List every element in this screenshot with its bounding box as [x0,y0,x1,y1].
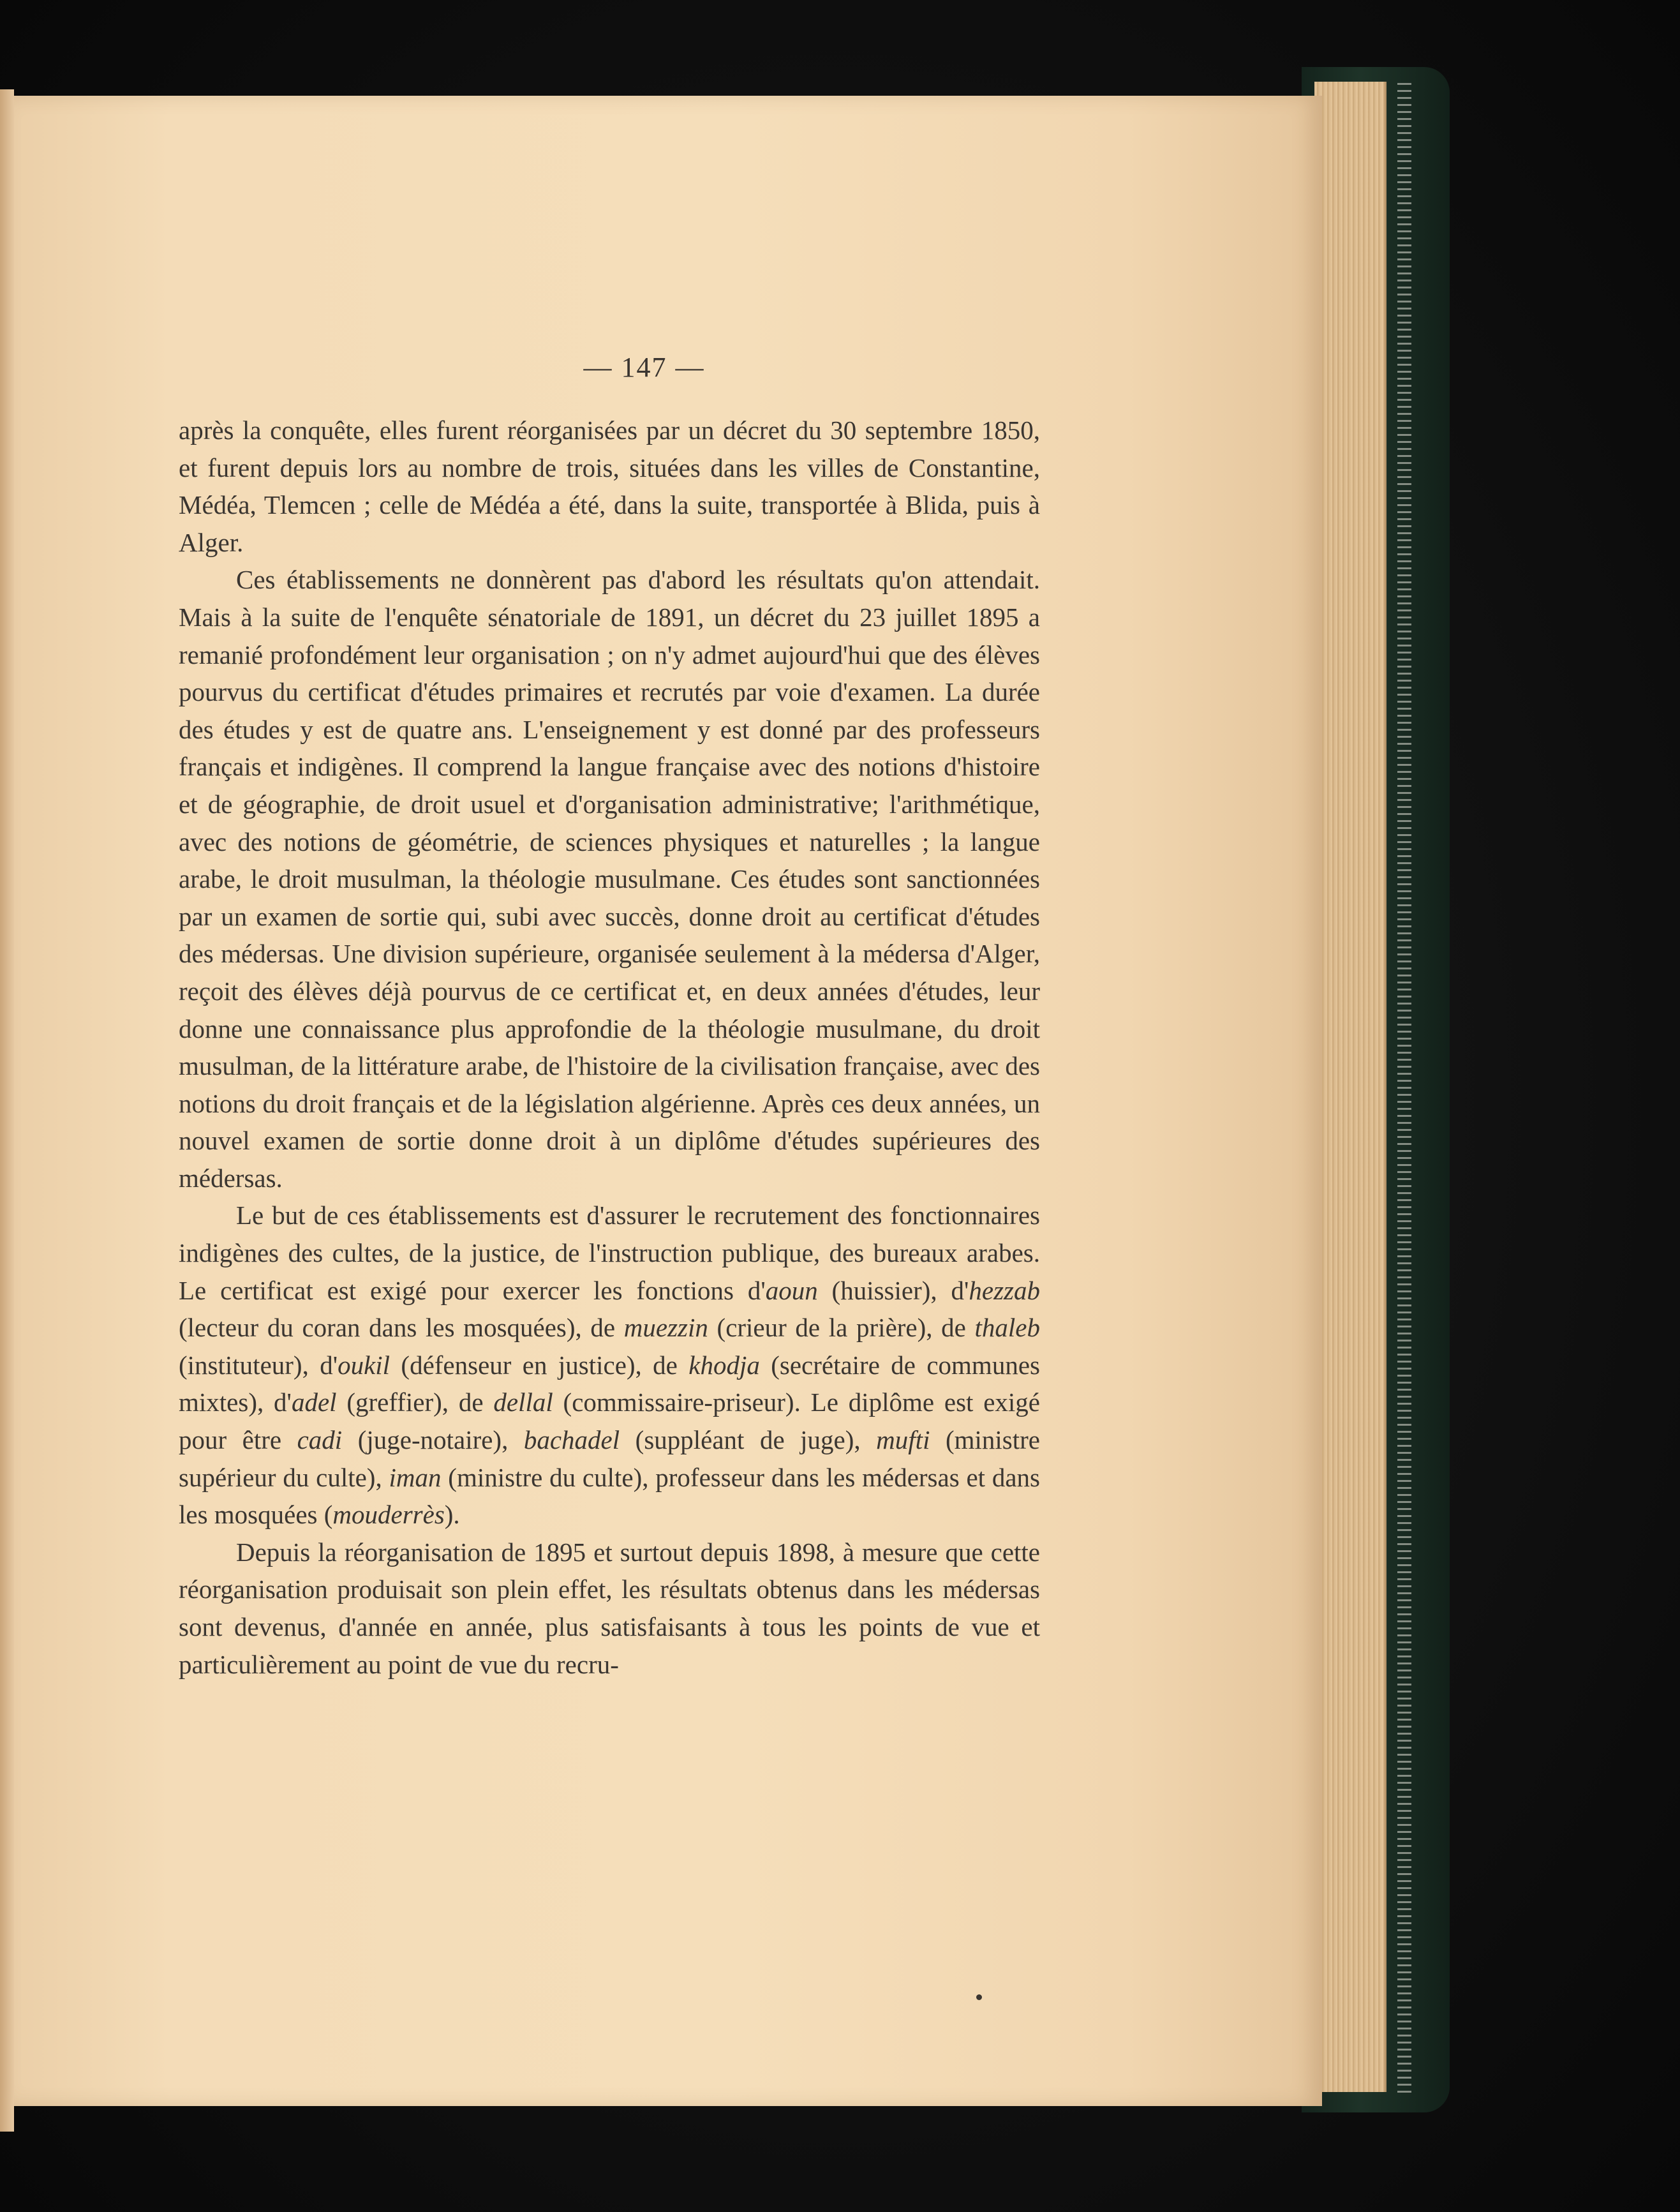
text-segment: (lecteur du coran dans les mosquées), de [179,1313,624,1343]
italic-term: aoun [765,1275,818,1305]
text-segment: (greffier), de [336,1387,494,1417]
italic-term: thaleb [974,1313,1040,1343]
italic-term: mouderrès [332,1500,445,1530]
text-segment: (suppléant de juge), [620,1425,877,1455]
paragraph-2: Ces établissements ne donnèrent pas d'abord les résultats qu'on attendait. Mais à la suite de l'enquête sénatoriale de 1891, un décret du 23 juillet 1895 a remanié profondément leur organisation ; on n'y admet aujourd'hui que des élèves pourvus du certificat d'études primaires et recrutés par voie d'examen. La durée des études y est de quatre ans. L'enseignement y est donné par des professeurs français et indigènes. Il comprend la langue française avec des notions d'histoire et de géographie, de droit usuel et d'organisation administrative; l'arithmétique, avec des notions de géométrie, de sciences physiques et naturelles ; la langue arabe, le droit musulman, la théologie musulmane. Ces études sont sanctionnées par un examen de sortie qui, subi avec succès, donne droit au certificat d'études des médersas. Une division supérieure, organisée seulement à la médersa d'Alger, reçoit des élèves déjà pourvus de ce certificat et, en deux années d'études, leur donne une connaissance plus approfondie de la théologie musulmane, du droit musulman, de la littérature arabe, de l'histoire de la civilisation française, avec des notions du droit français et de la législation algérienne. Après ces deux années, un nouvel examen de sortie donne droit à un diplôme d'études supérieures des médersas. [179,565,1040,1193]
cover-edge-stitching [1397,83,1411,2093]
text-segment: (instituteur), d' [179,1350,338,1380]
book-page [14,96,1322,2106]
italic-term: khodja [688,1350,760,1380]
italic-term: iman [389,1462,442,1492]
text-segment: (secrétaire de communes mixtes), d' [179,1350,1040,1417]
italic-term: muezzin [623,1313,708,1343]
italic-term: cadi [297,1425,343,1455]
paragraph-4: Depuis la réorganisation de 1895 et surtout depuis 1898, à mesure que cette réorganisation produisait son plein effet, les résultats obtenus dans les médersas sont devenus, d'année en année, plus satisfaisants à tous les points de vue et particulièrement au point de vue du recru- [179,1537,1040,1679]
body-text [179,412,1040,1683]
text-segment: (ministre du culte), professeur dans les médersas et dans les mosquées ( [179,1462,1040,1530]
italic-term: adel [291,1387,337,1417]
text-segment: (défenseur en justice), de [390,1350,689,1380]
text-segment: ). [444,1500,460,1530]
italic-term: hezzab [969,1275,1040,1305]
ink-speck [976,1994,982,2000]
italic-term: oukil [338,1350,390,1380]
paragraph-1: après la conquête, elles furent réorganisées par un décret du 30 septembre 1850, et furent depuis lors au nombre de trois, situées dans les villes de Constantine, Médéa, Tlemcen ; celle de Médéa a été, dans la suite, transportée à Blida, puis à Alger. [179,415,1040,557]
paragraph-3 [179,1197,1040,1533]
italic-term: mufti [876,1425,930,1455]
italic-term: bachadel [523,1425,620,1455]
page-stack-edge [1314,82,1386,2092]
previous-page-edge [0,89,14,2132]
page-number: — 147 — [583,352,705,383]
text-segment: (huissier), d' [817,1275,969,1305]
text-segment: (crieur de la prière), de [708,1313,975,1343]
text-segment: (juge-notaire), [342,1425,524,1455]
text-segment: (commissaire-priseur). Le diplôme est exigé pour être [179,1387,1041,1455]
text-segment: Le but de ces établissements est d'assurer le recrutement des fonctionnaires indigènes des cultes, de la justice, de l'instruction publique, des bureaux arabes. Le certificat est exigé pour exercer les fonctions d' [179,1200,1040,1305]
text-segment: (ministre supérieur du culte), [179,1425,1041,1492]
italic-term: dellal [493,1387,553,1417]
